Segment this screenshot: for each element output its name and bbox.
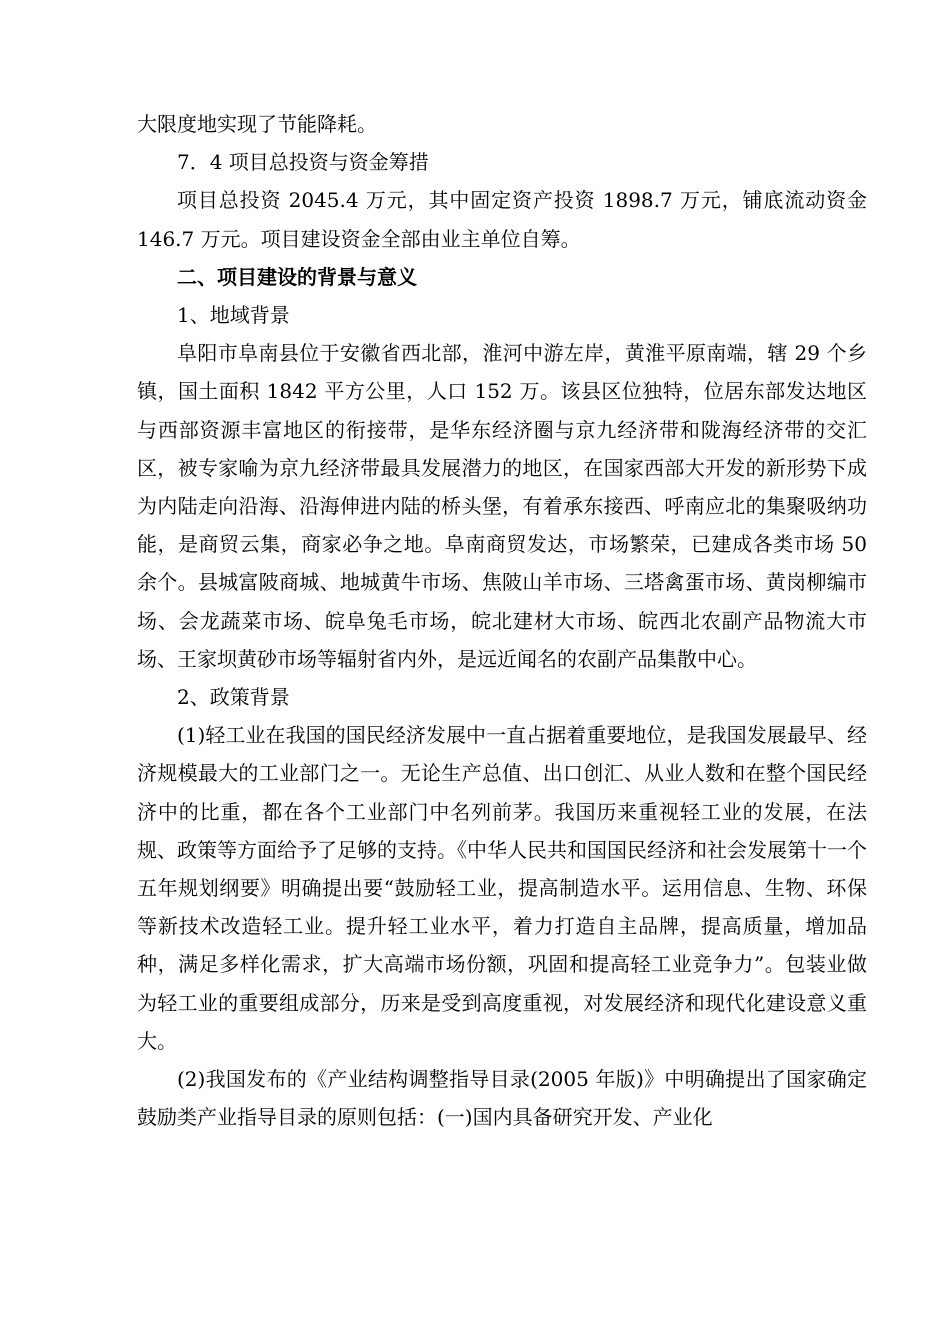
section-heading-investment: 7．4 项目总投资与资金筹措	[177, 150, 429, 175]
paragraph-investment: 项目总投资 2045.4 万元，其中固定资产投资 1898.7 万元，铺底流动资金 146.7 万元。项目建设资金全部由业主单位自筹。	[137, 188, 867, 251]
paragraph-policy-1: (1)轻工业在我国的国民经济发展中一直占据着重要地位，是我国发展最早、经济规模最大的工业部门之一。无论生产总值、出口创汇、从业人数和在整个国民经济中的比重，都在各个工业部门中名列前茅。我国历来重视轻工业的发展，在法规、政策等方面给予了足够的支持。《中华人民共和国国民经济和社会发展第十一个五年规划纲要》明确提出要“鼓励轻工业，提高制造水平。运用信息、生物、环保等新技术改造轻工业。提升轻工业水平，着力打造自主品牌，提高质量，增加品种，满足多样化需求，扩大高端市场份额，巩固和提高轻工业竞争力”。包装业做为轻工业的重要组成部分，历来是受到高度重视，对发展经济和现代化建设意义重大。	[137, 723, 867, 1053]
paragraph-continuation: 大限度地实现了节能降耗。	[137, 112, 377, 136]
subsection-heading-policy: 2、政策背景	[177, 685, 290, 710]
paragraph-regional-background: 阜阳市阜南县位于安徽省西北部，淮河中游左岸，黄淮平原南端，辖 29 个乡镇，国土面积 1842 平方公里，人口 152 万。该县区位独特，位居东部发达地区与西部资源丰富地区的衔接带，是华东经济圈与京九经济带和陇海经济带的交汇区，被专家喻为京九经济带最具发展潜力的地区，在国家西部大开发的新形势下成为内陆走向沿海、沿海伸进内陆的桥头堡，有着承东接西、呼南应北的集聚吸纳功能，是商贸云集，商家必争之地。阜南商贸发达，市场繁荣，已建成各类市场 50 余个。县城富陂商城、地城黄牛市场、焦陂山羊市场、三塔禽蛋市场、黄岗柳编市场、会龙蔬菜市场、皖阜兔毛市场，皖北建材大市场、皖西北农副产品物流大市场、王家坝黄砂市场等辐射省内外，是远近闻名的农副产品集散中心。	[137, 341, 867, 671]
section-heading-background: 二、项目建设的背景与意义	[177, 264, 417, 289]
document-body	[137, 105, 867, 1136]
paragraph-policy-2: (2)我国发布的《产业结构调整指导目录(2005 年版)》中明确提出了国家确定鼓励类产业指导目录的原则包括：(一)国内具备研究开发、产业化	[137, 1067, 867, 1130]
subsection-heading-regional: 1、地域背景	[177, 303, 290, 328]
